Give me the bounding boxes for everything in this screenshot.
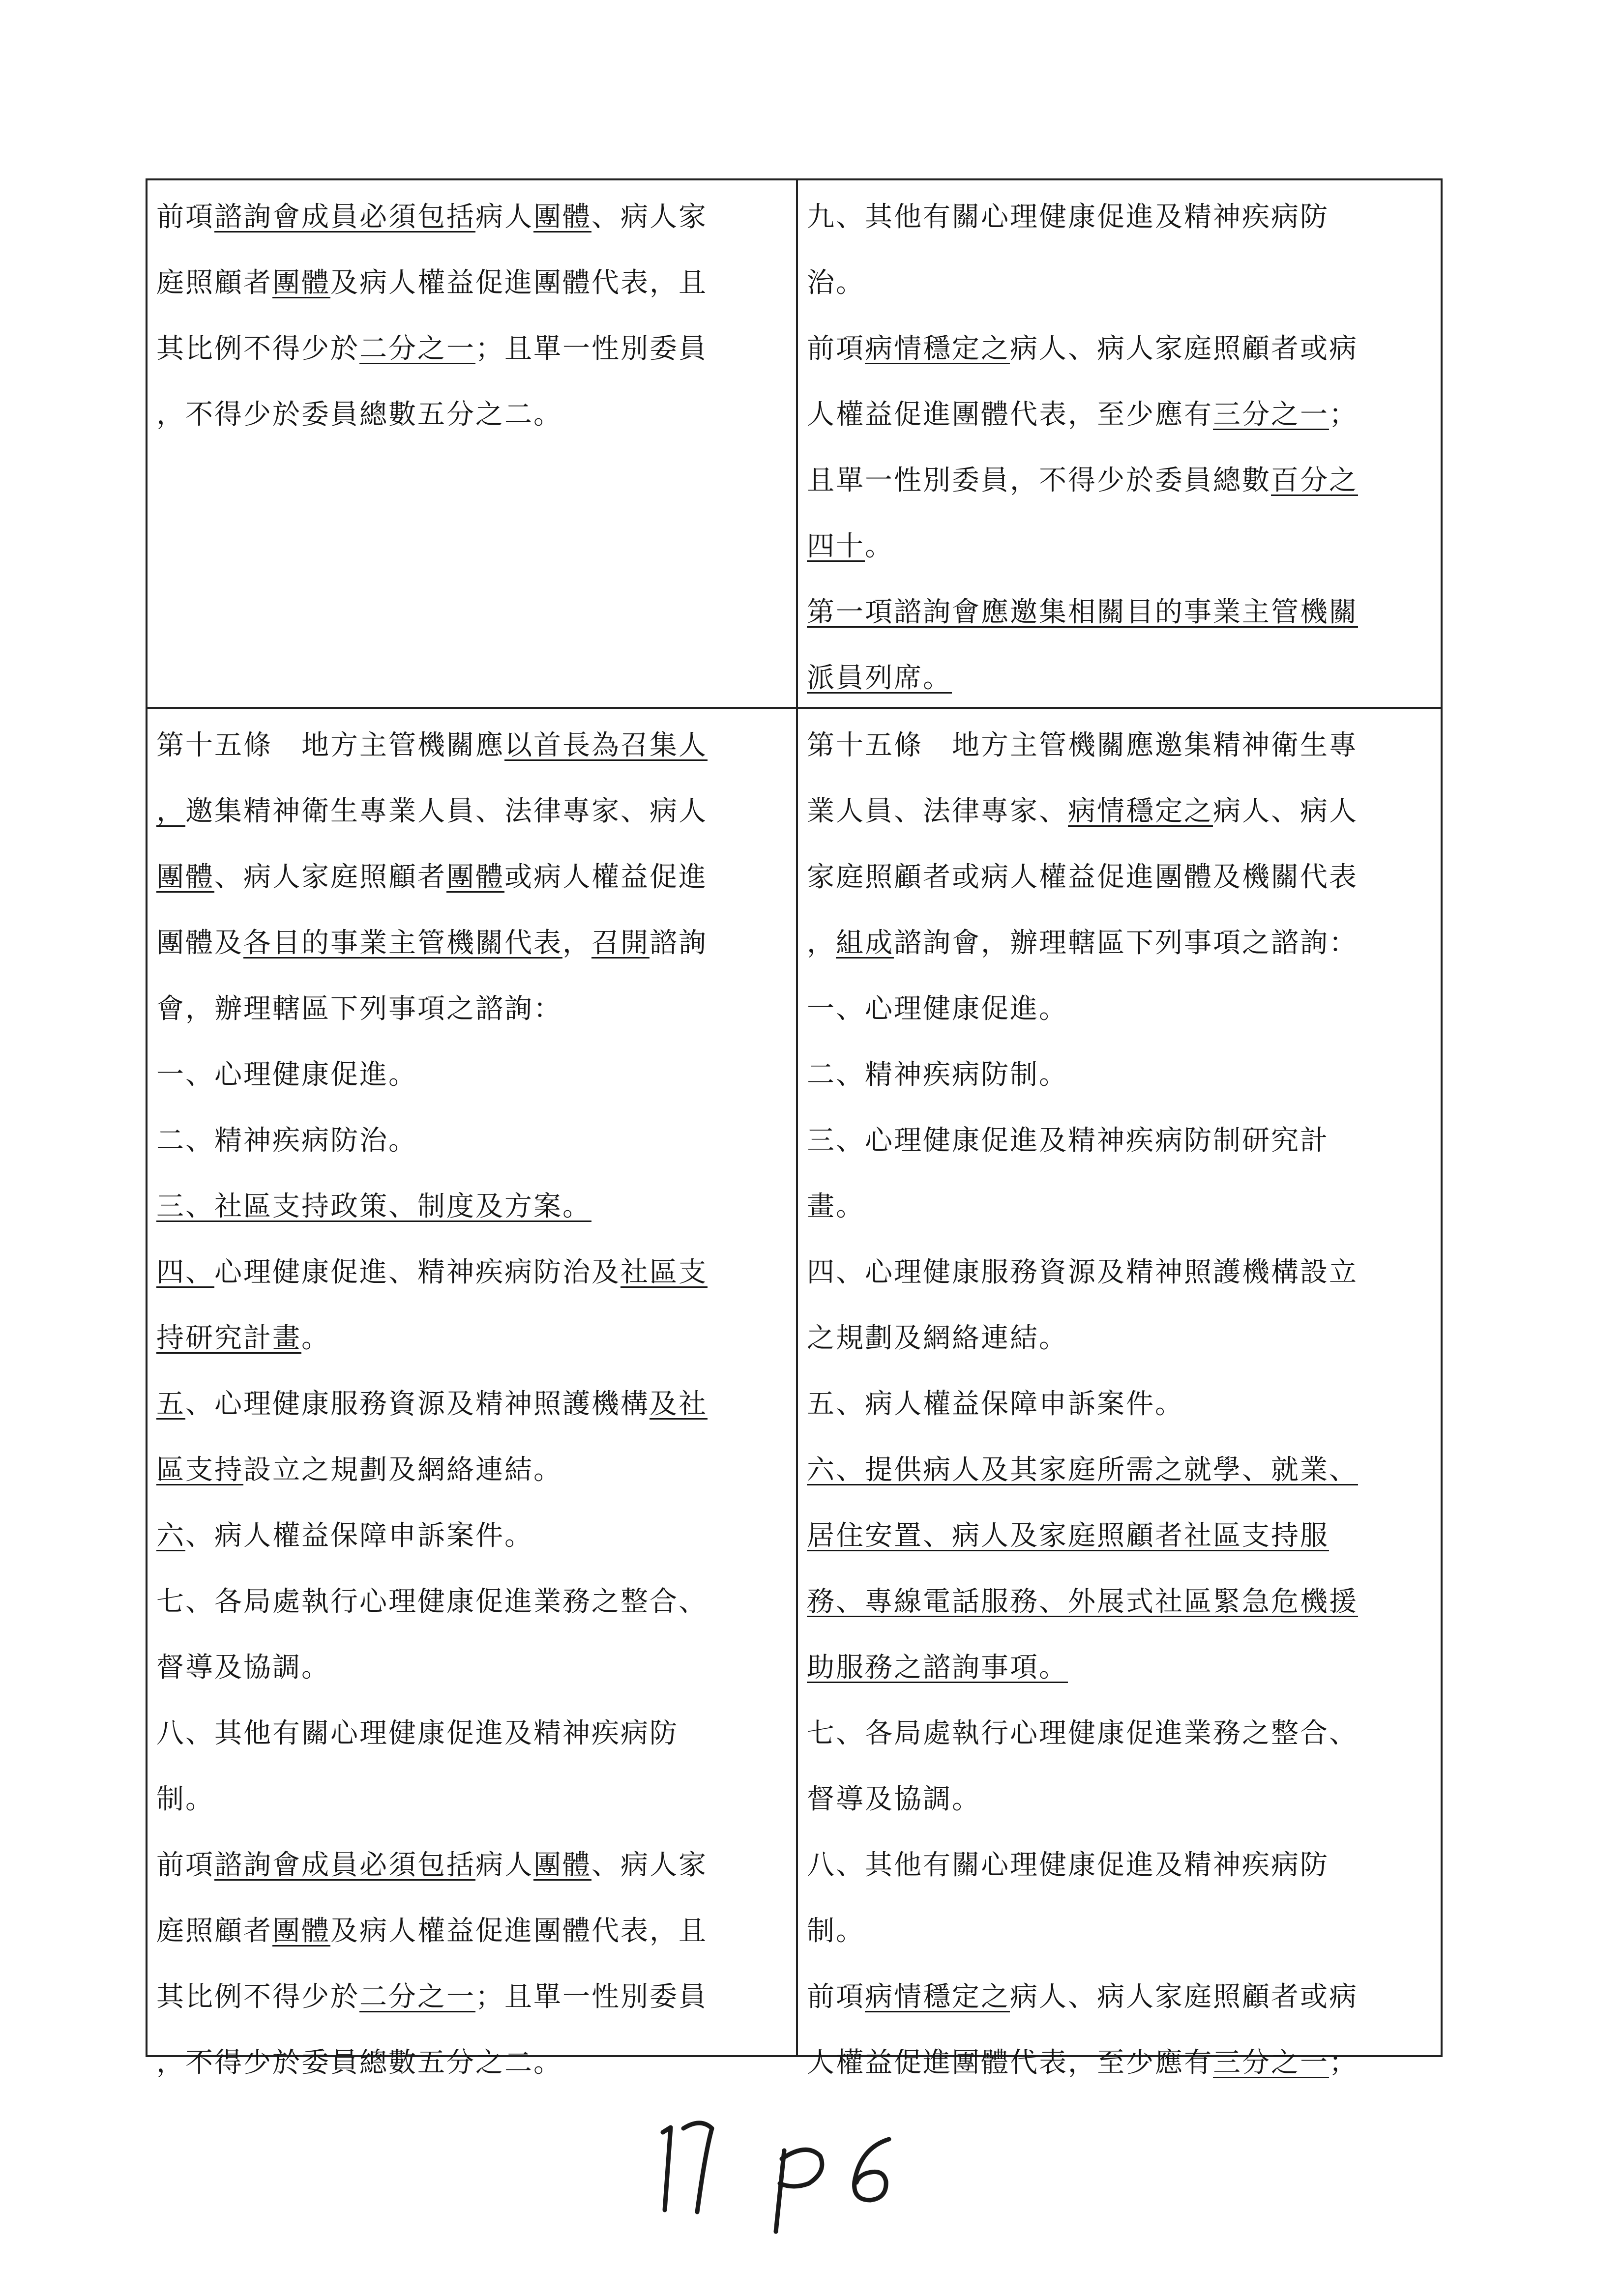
underlined-amendment: 四、 xyxy=(156,1256,214,1288)
text-line xyxy=(156,1767,786,1832)
text-line xyxy=(156,1240,786,1306)
text-segment: 之規劃及網絡連結。 xyxy=(807,1322,1068,1354)
text-segment: 七、各局處執行心理健康促進業務之整合、 xyxy=(807,1717,1358,1749)
text-segment: 一、心理健康促進。 xyxy=(156,1059,417,1091)
text-segment: 團體及 xyxy=(156,927,243,959)
underlined-amendment: 病情穩定之 xyxy=(865,333,1010,365)
text-segment: 第十五條 地方主管機關應 xyxy=(156,729,504,761)
underlined-amendment: 諮詢會成員必須包括 xyxy=(214,1849,475,1881)
text-segment: 第十五條 地方主管機關應邀集精神衛生專 xyxy=(807,729,1358,761)
text-line xyxy=(807,382,1433,448)
text-segment: 二、精神疾病防制。 xyxy=(807,1059,1068,1091)
underlined-amendment: 三分之一 xyxy=(1213,399,1329,431)
underlined-amendment: 三、社區支持政策、制度及方案。 xyxy=(156,1191,591,1222)
text-segment: 督導及協調。 xyxy=(807,1783,981,1815)
text-segment: 一、心理健康促進。 xyxy=(807,993,1068,1025)
text-segment: 其比例不得少於 xyxy=(156,333,359,365)
text-line xyxy=(156,250,786,316)
handwritten-page-note-drawing xyxy=(654,2114,929,2241)
row2-left-cell xyxy=(148,709,798,2079)
underlined-amendment: 及社 xyxy=(650,1388,708,1420)
text-segment: 八、其他有關心理健康促進及精神疾病防 xyxy=(807,1849,1329,1881)
text-line xyxy=(807,713,1433,779)
text-line xyxy=(807,1635,1433,1701)
text-segment: 三、心理健康促進及精神疾病防制研究計 xyxy=(807,1125,1329,1157)
text-segment: ，不得少於委員總數五分之二。 xyxy=(156,2047,562,2079)
text-line xyxy=(807,448,1433,514)
text-segment: 、心理健康服務資源及精神照護機構 xyxy=(185,1388,650,1420)
text-line xyxy=(156,1108,786,1174)
text-line xyxy=(156,779,786,844)
text-segment: 庭照顧者 xyxy=(156,267,272,299)
underlined-amendment: 區支持 xyxy=(156,1454,243,1486)
text-segment: 制。 xyxy=(156,1783,214,1815)
text-segment: 且單一性別委員，不得少於委員總數 xyxy=(807,465,1271,496)
text-line xyxy=(156,1569,786,1635)
comparison-table xyxy=(146,178,1443,2079)
row1-right-cell xyxy=(798,180,1443,709)
text-segment: 病人 xyxy=(475,201,533,233)
text-segment: 前項 xyxy=(156,201,214,233)
text-segment: ，不得少於委員總數五分之二。 xyxy=(156,399,562,431)
text-segment: 前項 xyxy=(156,1849,214,1881)
text-line xyxy=(807,250,1433,316)
text-line xyxy=(156,844,786,910)
underlined-amendment: 團體 xyxy=(446,861,504,893)
row2-right-cell xyxy=(798,709,1443,2079)
underlined-amendment: 團體 xyxy=(533,1849,591,1881)
text-segment: 諮詢 xyxy=(650,927,708,959)
underlined-amendment: 百分之 xyxy=(1271,465,1358,496)
text-line xyxy=(807,2030,1433,2096)
underlined-amendment: 四十 xyxy=(807,530,865,562)
text-line xyxy=(156,1306,786,1371)
text-line xyxy=(807,1569,1433,1635)
underlined-amendment: 五 xyxy=(156,1388,185,1420)
text-segment: 設立之規劃及網絡連結。 xyxy=(243,1454,562,1486)
underlined-amendment: 病情穩定之 xyxy=(1068,795,1213,827)
text-segment: 畫。 xyxy=(807,1191,865,1222)
text-line xyxy=(807,1503,1433,1569)
text-line xyxy=(807,844,1433,910)
text-line xyxy=(807,1042,1433,1108)
underlined-amendment: 諮詢會成員必須包括 xyxy=(214,201,475,233)
row1-left-cell xyxy=(148,180,798,709)
underlined-amendment: 組成 xyxy=(836,927,894,959)
underlined-amendment: 二分之一 xyxy=(359,333,475,365)
underlined-amendment: 派員列席。 xyxy=(807,662,952,694)
underlined-amendment: 二分之一 xyxy=(359,1981,475,2013)
text-line xyxy=(807,184,1433,250)
text-line xyxy=(156,1437,786,1503)
text-segment: 二、精神疾病防治。 xyxy=(156,1125,417,1157)
text-line xyxy=(807,1964,1433,2030)
text-segment: 人權益促進團體代表，至少應有 xyxy=(807,2047,1213,2079)
handwritten-page-number xyxy=(654,2114,929,2241)
text-line xyxy=(156,713,786,779)
underlined-amendment: 團體 xyxy=(272,1915,330,1947)
text-line xyxy=(156,1174,786,1240)
text-line xyxy=(156,1042,786,1108)
text-line xyxy=(807,316,1433,382)
text-line xyxy=(807,1174,1433,1240)
text-line xyxy=(156,1503,786,1569)
text-segment: 或病人權益促進 xyxy=(504,861,708,893)
text-segment: 督導及協調。 xyxy=(156,1652,330,1684)
text-line xyxy=(807,1767,1433,1832)
text-line xyxy=(807,1701,1433,1767)
text-segment: 前項 xyxy=(807,333,865,365)
text-segment: 病人、病人 xyxy=(1213,795,1358,827)
text-segment: ， xyxy=(562,927,591,959)
underlined-amendment: ， xyxy=(156,795,185,827)
text-line xyxy=(156,1701,786,1767)
text-segment: ； xyxy=(1329,399,1358,431)
underlined-amendment: 第一項諮詢會應邀集相關目的事業主管機關 xyxy=(807,596,1358,628)
text-line xyxy=(156,382,786,448)
text-segment: ； xyxy=(1329,2047,1358,2079)
text-segment: ；且單一性別委員 xyxy=(475,333,708,365)
text-segment: 五、病人權益保障申訴案件。 xyxy=(807,1388,1184,1420)
text-line xyxy=(807,1437,1433,1503)
underlined-amendment: 助服務之諮詢事項。 xyxy=(807,1652,1068,1684)
text-line xyxy=(807,1832,1433,1898)
underlined-amendment: 社區支 xyxy=(620,1256,708,1288)
underlined-amendment: 務、專線電話服務、外展式社區緊急危機援 xyxy=(807,1586,1358,1618)
text-segment: 業人員、法律專家、 xyxy=(807,795,1068,827)
text-line xyxy=(156,1898,786,1964)
text-line xyxy=(807,1240,1433,1306)
text-segment: 、病人家 xyxy=(591,201,708,233)
text-segment: ， xyxy=(807,927,836,959)
text-line xyxy=(156,1832,786,1898)
text-segment: 前項 xyxy=(807,1981,865,2013)
text-segment: 會，辦理轄區下列事項之諮詢： xyxy=(156,993,562,1025)
underlined-amendment: 各目的事業主管機關代表 xyxy=(243,927,562,959)
text-line xyxy=(156,1635,786,1701)
text-line xyxy=(156,976,786,1042)
underlined-amendment: 三分之一 xyxy=(1213,2047,1329,2079)
text-line xyxy=(807,976,1433,1042)
underlined-amendment: 病情穩定之 xyxy=(865,1981,1010,2013)
underlined-amendment: 團體 xyxy=(156,861,214,893)
text-segment: 家庭照顧者或病人權益促進團體及機關代表 xyxy=(807,861,1358,893)
underlined-amendment: 居住安置、病人及家庭照顧者社區支持服 xyxy=(807,1520,1329,1552)
text-segment: 、病人權益保障申訴案件。 xyxy=(185,1520,533,1552)
text-line xyxy=(807,1306,1433,1371)
text-segment: 、病人家庭照顧者 xyxy=(214,861,446,893)
underlined-amendment: 召開 xyxy=(591,927,650,959)
text-segment: 邀集精神衛生專業人員、法律專家、病人 xyxy=(185,795,708,827)
text-segment: 心理健康促進、精神疾病防治及 xyxy=(214,1256,620,1288)
text-segment: 人權益促進團體代表，至少應有 xyxy=(807,399,1213,431)
underlined-amendment: 團體 xyxy=(272,267,330,299)
text-line xyxy=(807,910,1433,976)
text-segment: 、病人家 xyxy=(591,1849,708,1881)
text-segment: 七、各局處執行心理健康促進業務之整合、 xyxy=(156,1586,708,1618)
text-segment: 病人、病人家庭照顧者或病 xyxy=(1010,333,1358,365)
text-segment: 病人、病人家庭照顧者或病 xyxy=(1010,1981,1358,2013)
text-line xyxy=(156,1964,786,2030)
text-segment: 。 xyxy=(301,1322,330,1354)
text-segment: 治。 xyxy=(807,267,865,299)
text-segment: 九、其他有關心理健康促進及精神疾病防 xyxy=(807,201,1329,233)
text-segment: 病人 xyxy=(475,1849,533,1881)
text-segment: 制。 xyxy=(807,1915,865,1947)
underlined-amendment: 六、提供病人及其家庭所需之就學、就業、 xyxy=(807,1454,1358,1486)
text-line xyxy=(807,1108,1433,1174)
underlined-amendment: 持研究計畫 xyxy=(156,1322,301,1354)
underlined-amendment: 以首長為召集人 xyxy=(504,729,708,761)
text-line xyxy=(807,645,1433,711)
text-line xyxy=(156,910,786,976)
text-line xyxy=(807,1898,1433,1964)
underlined-amendment: 團體 xyxy=(533,201,591,233)
text-line xyxy=(156,184,786,250)
text-segment: 及病人權益促進團體代表，且 xyxy=(330,1915,708,1947)
text-line xyxy=(156,316,786,382)
text-segment: 諮詢會，辦理轄區下列事項之諮詢： xyxy=(894,927,1358,959)
text-segment: 其比例不得少於 xyxy=(156,1981,359,2013)
text-segment: 庭照顧者 xyxy=(156,1915,272,1947)
text-segment: 。 xyxy=(865,530,894,562)
text-segment: 四、心理健康服務資源及精神照護機構設立 xyxy=(807,1256,1358,1288)
text-line xyxy=(156,2030,786,2096)
text-segment: 八、其他有關心理健康促進及精神疾病防 xyxy=(156,1717,679,1749)
text-segment: 及病人權益促進團體代表，且 xyxy=(330,267,708,299)
text-line xyxy=(807,580,1433,645)
underlined-amendment: 六 xyxy=(156,1520,185,1552)
text-line xyxy=(156,1371,786,1437)
text-line xyxy=(807,514,1433,580)
text-line xyxy=(807,779,1433,844)
text-line xyxy=(807,1371,1433,1437)
text-segment: ；且單一性別委員 xyxy=(475,1981,708,2013)
